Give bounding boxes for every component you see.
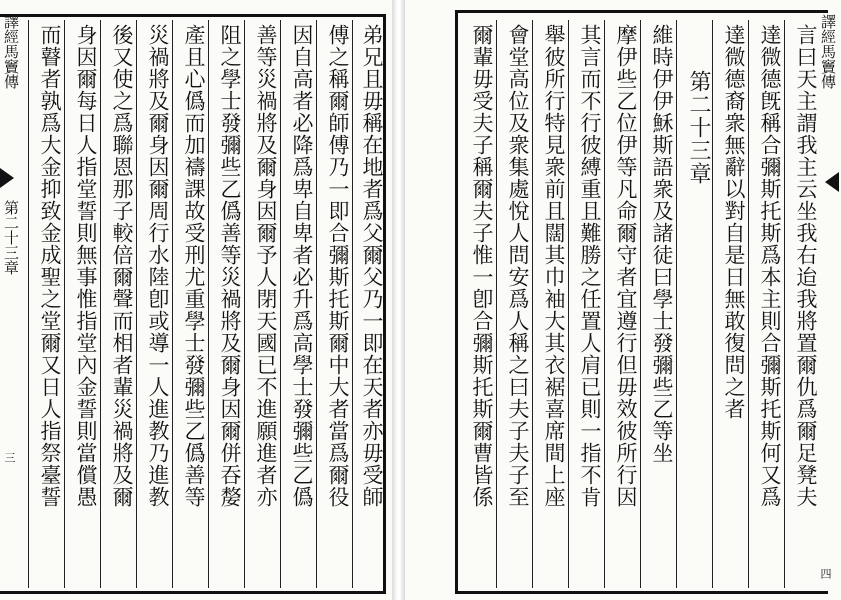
- left-page: [0, 0, 392, 600]
- left-folio: 三: [3, 452, 16, 463]
- text-column-7: 其言而不行彼縛重且難勝之任置人肩已則一指不肯: [578, 24, 602, 508]
- text-column-9: 會堂高位及衆集處悅人問安爲人稱之曰夫子夫子至: [506, 24, 530, 508]
- text-column-2: 傅之稱爾師傅乃一即合彌斯托斯爾中大者當爲爾役: [326, 24, 350, 508]
- text-column-1: 弟兄且毋稱在地者爲父爾父乃一即在天者亦毋受師: [360, 24, 384, 508]
- text-column-3: 因自高者必降爲卑自卑者必升爲高學士發彌些乙僞: [290, 24, 314, 508]
- right-folio: 四: [819, 568, 832, 579]
- left-margin-chapter: 第二十三章: [2, 200, 20, 275]
- text-column-3: 達微德裔衆無辭以對自是日無敢復問之者: [722, 24, 746, 420]
- fishtail-marker-icon: [825, 172, 839, 192]
- text-column-4: 善等災禍將及爾身因爾予人閉天國已不進願進者亦: [254, 24, 278, 508]
- text-column-6: 摩伊些乙位伊等凡命爾守者宜遵行但毋效彼所行因: [614, 24, 638, 508]
- text-column-9: 身因爾每日人指堂誓則無事惟指堂內金誓則當償愚: [74, 24, 98, 508]
- text-column-5: 阻之學士發彌些乙僞善等災禍將及爾身因爾併吞嫠: [218, 24, 242, 508]
- text-column-2: 達微德旣稱合彌斯托斯爲本主則合彌斯托斯何又爲: [758, 24, 782, 508]
- book-gutter: [392, 0, 405, 600]
- text-column-1: 言曰天主謂我主云坐我右迨我將置爾仇爲爾足凳夫: [794, 24, 818, 508]
- text-column-7: 災禍將及爾身因爾周行水陸卽或導一人進教乃進教: [146, 24, 170, 508]
- chapter-heading: 第二十三章: [686, 70, 711, 185]
- right-margin-title: 譯經馬竇傳: [819, 14, 837, 89]
- fishtail-marker-icon: [0, 168, 14, 188]
- text-column-6: 產且心僞而加禱課故受刑尤重學士發彌些乙僞善等: [182, 24, 206, 508]
- text-column-8: 後又使之爲聯恩那子較倍爾聲而相者輩災禍將及爾: [110, 24, 134, 508]
- text-column-8: 舉彼所行特見衆前且闊其巾袖大其衣裾喜席間上座: [542, 24, 566, 508]
- right-page: [405, 0, 841, 600]
- text-column-5: 維時伊伊穌斯語衆及諸徒曰學士發彌些乙等坐: [650, 24, 674, 464]
- text-column-10: 而瞽者孰爲大金抑致金成聖之堂爾又日人指祭臺誓: [38, 24, 62, 508]
- text-column-10: 爾輩毋受夫子稱爾夫子惟一卽合彌斯托斯爾曹皆係: [470, 24, 494, 508]
- left-margin-title: 譯經馬竇傳: [2, 14, 20, 89]
